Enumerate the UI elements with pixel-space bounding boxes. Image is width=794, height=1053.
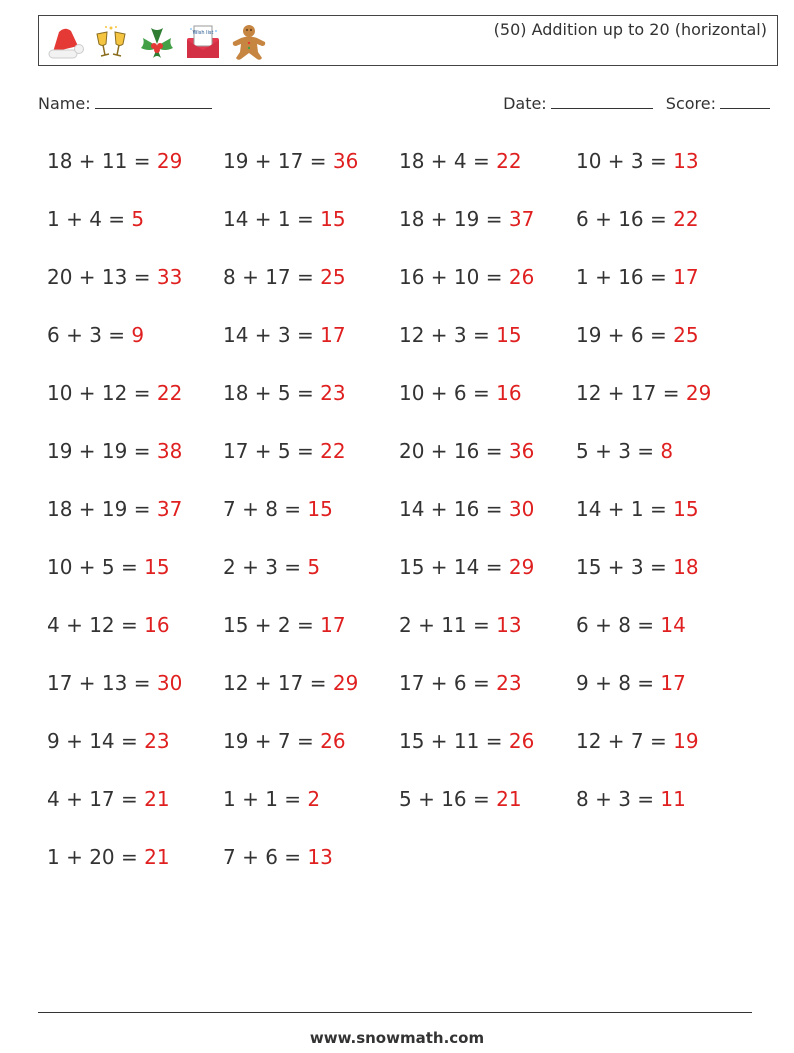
problem-answer: 17	[320, 613, 346, 637]
problem-question: 14 + 16 =	[399, 497, 509, 521]
problem-answer: 22	[156, 381, 183, 405]
problem-question: 14 + 3 =	[223, 323, 321, 347]
problem-item	[223, 146, 399, 204]
problem-answer: 21	[144, 845, 170, 869]
problem-question: 17 + 13 =	[47, 671, 157, 695]
problem-item	[576, 204, 752, 262]
date-blank[interactable]	[551, 93, 653, 109]
problem-item	[223, 842, 399, 900]
problem-question: 19 + 6 =	[576, 323, 674, 347]
problem-question: 12 + 3 =	[399, 323, 497, 347]
problem-item	[47, 146, 223, 204]
problem-item	[223, 494, 399, 552]
problem-answer: 33	[156, 265, 183, 289]
problem-item	[576, 146, 752, 204]
problem-question: 10 + 3 =	[576, 149, 674, 173]
problem-item	[47, 436, 223, 494]
problem-question: 8 + 3 =	[576, 787, 661, 811]
problem-answer: 2	[307, 787, 321, 811]
problem-answer: 8	[660, 439, 674, 463]
problem-answer: 17	[660, 671, 686, 695]
problem-answer: 19	[673, 729, 699, 753]
wish-list-text: Wish list	[192, 30, 214, 36]
problem-item	[47, 784, 223, 842]
problem-answer: 26	[320, 729, 346, 753]
problem-answer: 15	[144, 555, 170, 579]
problem-question: 6 + 8 =	[576, 613, 661, 637]
problem-answer: 13	[673, 149, 699, 173]
problem-item	[576, 378, 752, 436]
problem-answer: 11	[660, 787, 686, 811]
problem-question: 4 + 17 =	[47, 787, 145, 811]
problem-item	[399, 146, 576, 204]
problem-item	[576, 552, 752, 610]
problem-item	[399, 262, 576, 320]
problem-answer: 29	[508, 555, 535, 579]
problem-item	[576, 494, 752, 552]
problems-grid	[47, 146, 767, 900]
gingerbread-man-icon	[229, 22, 269, 62]
problem-question: 14 + 1 =	[223, 207, 321, 231]
problem-answer: 37	[156, 497, 183, 521]
problem-question: 6 + 3 =	[47, 323, 132, 347]
header-box	[38, 15, 778, 66]
problem-item	[399, 726, 576, 784]
problem-item	[576, 726, 752, 784]
name-field	[38, 93, 212, 113]
problem-answer: 37	[508, 207, 535, 231]
problem-item	[223, 262, 399, 320]
problem-answer: 22	[673, 207, 699, 231]
info-row	[38, 93, 770, 115]
problem-item	[223, 320, 399, 378]
problem-answer: 9	[131, 323, 145, 347]
problem-question: 1 + 16 =	[576, 265, 674, 289]
problem-question: 9 + 8 =	[576, 671, 661, 695]
problem-question: 7 + 8 =	[223, 497, 308, 521]
problem-question: 18 + 19 =	[47, 497, 157, 521]
problem-question: 18 + 5 =	[223, 381, 321, 405]
problem-answer: 22	[320, 439, 346, 463]
problem-question: 18 + 4 =	[399, 149, 497, 173]
problem-question: 1 + 4 =	[47, 207, 132, 231]
problem-item	[47, 320, 223, 378]
problem-item	[223, 784, 399, 842]
problem-answer: 29	[156, 149, 183, 173]
problem-question: 7 + 6 =	[223, 845, 308, 869]
problem-item	[47, 262, 223, 320]
problem-question: 8 + 17 =	[223, 265, 321, 289]
wish-list-envelope-icon	[183, 22, 223, 62]
holly-icon	[137, 22, 177, 62]
problem-answer: 15	[496, 323, 522, 347]
problem-item	[576, 668, 752, 726]
problem-question: 19 + 19 =	[47, 439, 157, 463]
problem-item	[399, 204, 576, 262]
problem-item	[399, 668, 576, 726]
problem-question: 1 + 20 =	[47, 845, 145, 869]
problem-item	[47, 204, 223, 262]
problem-question: 1 + 1 =	[223, 787, 308, 811]
problem-item	[223, 726, 399, 784]
problem-item	[399, 378, 576, 436]
problem-item	[399, 610, 576, 668]
problem-answer: 15	[307, 497, 333, 521]
problem-item	[399, 784, 576, 842]
problem-item	[576, 320, 752, 378]
problem-answer: 36	[332, 149, 359, 173]
problem-question: 20 + 13 =	[47, 265, 157, 289]
problem-question: 12 + 7 =	[576, 729, 674, 753]
problem-answer: 16	[144, 613, 170, 637]
problem-answer: 18	[673, 555, 699, 579]
problem-item	[223, 378, 399, 436]
score-label: Score:	[665, 94, 716, 113]
problem-item	[47, 726, 223, 784]
footer-url: www.snowmath.com	[309, 1029, 485, 1047]
problem-question: 15 + 3 =	[576, 555, 674, 579]
problem-answer: 30	[156, 671, 183, 695]
problem-answer: 29	[332, 671, 359, 695]
problem-item	[576, 784, 752, 842]
problem-item	[47, 378, 223, 436]
problem-question: 15 + 2 =	[223, 613, 321, 637]
problem-item	[223, 668, 399, 726]
footer-divider	[38, 1012, 752, 1013]
name-label: Name:	[38, 94, 91, 113]
icon-strip	[45, 22, 269, 62]
problem-question: 16 + 10 =	[399, 265, 509, 289]
problem-question: 4 + 12 =	[47, 613, 145, 637]
problem-item	[47, 842, 223, 900]
problem-question: 19 + 17 =	[223, 149, 333, 173]
problem-answer: 23	[144, 729, 170, 753]
problem-question: 6 + 16 =	[576, 207, 674, 231]
problem-question: 14 + 1 =	[576, 497, 674, 521]
problem-answer: 25	[320, 265, 346, 289]
problem-question: 10 + 12 =	[47, 381, 157, 405]
problem-question: 5 + 3 =	[576, 439, 661, 463]
problem-question: 10 + 6 =	[399, 381, 497, 405]
problem-item	[47, 668, 223, 726]
problem-item	[399, 436, 576, 494]
problem-question: 2 + 3 =	[223, 555, 308, 579]
problem-question: 20 + 16 =	[399, 439, 509, 463]
problem-answer: 5	[307, 555, 321, 579]
problem-answer: 38	[156, 439, 183, 463]
problem-item	[399, 320, 576, 378]
problem-answer: 13	[496, 613, 522, 637]
problem-item	[399, 552, 576, 610]
problem-answer: 23	[496, 671, 522, 695]
problem-answer: 30	[508, 497, 535, 521]
problem-answer: 16	[496, 381, 522, 405]
problem-answer: 36	[508, 439, 535, 463]
problem-answer: 21	[496, 787, 522, 811]
problem-item	[223, 610, 399, 668]
problem-question: 18 + 19 =	[399, 207, 509, 231]
problem-item	[576, 436, 752, 494]
problem-question: 17 + 5 =	[223, 439, 321, 463]
name-blank[interactable]	[95, 93, 212, 109]
problem-answer: 23	[320, 381, 346, 405]
date-label: Date:	[503, 94, 547, 113]
problem-answer: 5	[131, 207, 145, 231]
problem-answer: 26	[508, 265, 535, 289]
problem-answer: 17	[320, 323, 346, 347]
problem-item	[223, 436, 399, 494]
problem-question: 9 + 14 =	[47, 729, 145, 753]
problem-item	[576, 610, 752, 668]
problem-question: 10 + 5 =	[47, 555, 145, 579]
problem-question: 5 + 16 =	[399, 787, 497, 811]
problem-answer: 29	[685, 381, 712, 405]
score-blank[interactable]	[720, 93, 770, 109]
problem-answer: 21	[144, 787, 170, 811]
problem-item	[47, 552, 223, 610]
problem-answer: 22	[496, 149, 522, 173]
problem-item	[223, 204, 399, 262]
problem-item	[223, 552, 399, 610]
problem-question: 12 + 17 =	[576, 381, 686, 405]
date-score-fields	[503, 93, 770, 113]
santa-hat-icon	[45, 22, 85, 62]
problem-question: 18 + 11 =	[47, 149, 157, 173]
problem-answer: 15	[320, 207, 346, 231]
problem-answer: 14	[660, 613, 686, 637]
problem-answer: 17	[673, 265, 699, 289]
problem-item	[47, 494, 223, 552]
problem-question: 19 + 7 =	[223, 729, 321, 753]
champagne-glasses-icon	[91, 22, 131, 62]
problem-answer: 15	[673, 497, 699, 521]
problem-answer: 13	[307, 845, 333, 869]
problem-question: 12 + 17 =	[223, 671, 333, 695]
problem-item	[576, 262, 752, 320]
worksheet-title: (50) Addition up to 20 (horizontal)	[493, 20, 767, 39]
problem-question: 15 + 14 =	[399, 555, 509, 579]
problem-question: 2 + 11 =	[399, 613, 497, 637]
problem-answer: 26	[508, 729, 535, 753]
problem-question: 17 + 6 =	[399, 671, 497, 695]
problem-item	[47, 610, 223, 668]
problem-question: 15 + 11 =	[399, 729, 509, 753]
problem-item	[399, 494, 576, 552]
problem-answer: 25	[673, 323, 699, 347]
